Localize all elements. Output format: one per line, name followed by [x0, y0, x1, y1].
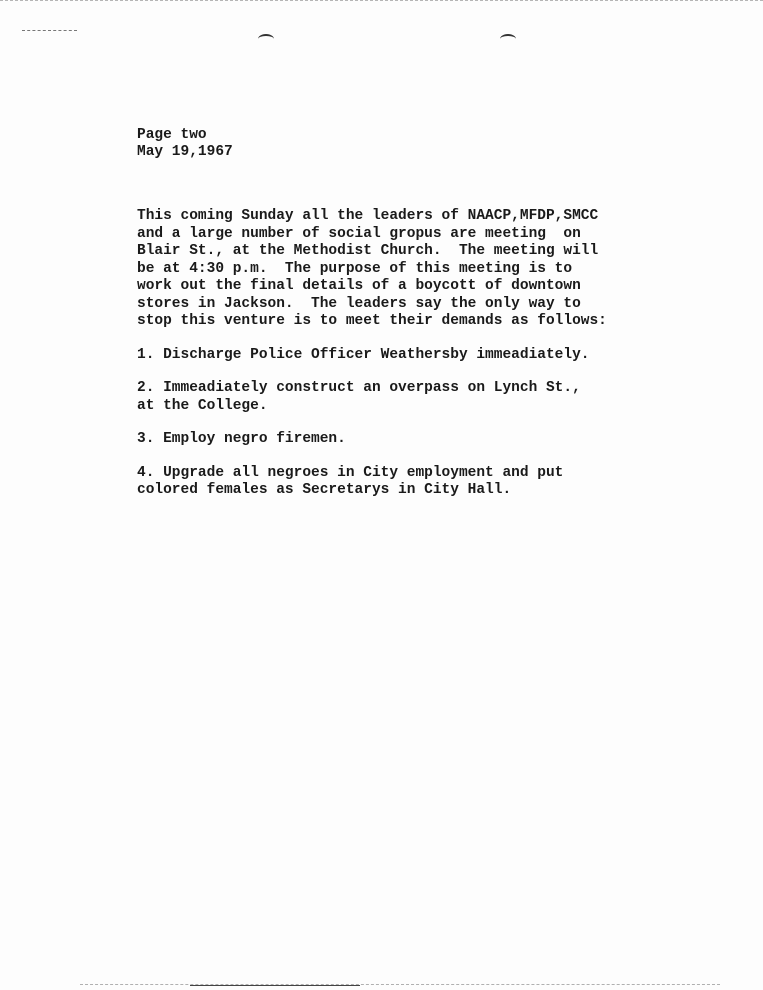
- paragraph-line: Blair St., at the Methodist Church. The meeting will: [137, 243, 599, 259]
- paragraph-line: and a large number of social gropus are meeting on: [137, 225, 581, 242]
- document-date: May 19,1967: [137, 144, 233, 160]
- bottom-edge-rule: [190, 985, 360, 986]
- demand-line: 4. Upgrade all negroes in City employment and put: [137, 464, 564, 481]
- paragraph-line: stop this venture is to meet their demands as follows:: [137, 313, 607, 329]
- demand-item-2: [137, 380, 637, 415]
- memo-body: [137, 208, 637, 500]
- demand-line: 3. Employ negro firemen.: [137, 431, 346, 447]
- demand-line: 2. Immeadiately construct an overpass on Lynch St.,: [137, 380, 581, 396]
- page-label: Page two: [137, 127, 207, 143]
- demand-item-1: [137, 347, 637, 365]
- corner-scan-mark: [22, 30, 77, 34]
- demand-line: colored females as Secretarys in City Hall.: [137, 482, 512, 498]
- demand-line: 1. Discharge Police Officer Weathersby immeadiately.: [137, 346, 590, 363]
- punch-hole-mark-left: [258, 34, 274, 44]
- paragraph-line: stores in Jackson. The leaders say the only way to: [137, 295, 581, 312]
- paragraph-line: be at 4:30 p.m. The purpose of this meeting is to: [137, 260, 573, 277]
- intro-paragraph: [137, 208, 637, 331]
- demand-line: at the College.: [137, 397, 268, 414]
- paragraph-line: This coming Sunday all the leaders of NAACP,MFDP,SMCC: [137, 208, 599, 224]
- bottom-edge-divider: [80, 984, 720, 985]
- punch-hole-mark-right: [500, 34, 516, 44]
- demand-item-3: [137, 431, 637, 449]
- top-edge-divider: [0, 0, 763, 1]
- page-header: [137, 127, 233, 161]
- paragraph-line: work out the final details of a boycott of downtown: [137, 278, 581, 294]
- demand-item-4: [137, 465, 637, 500]
